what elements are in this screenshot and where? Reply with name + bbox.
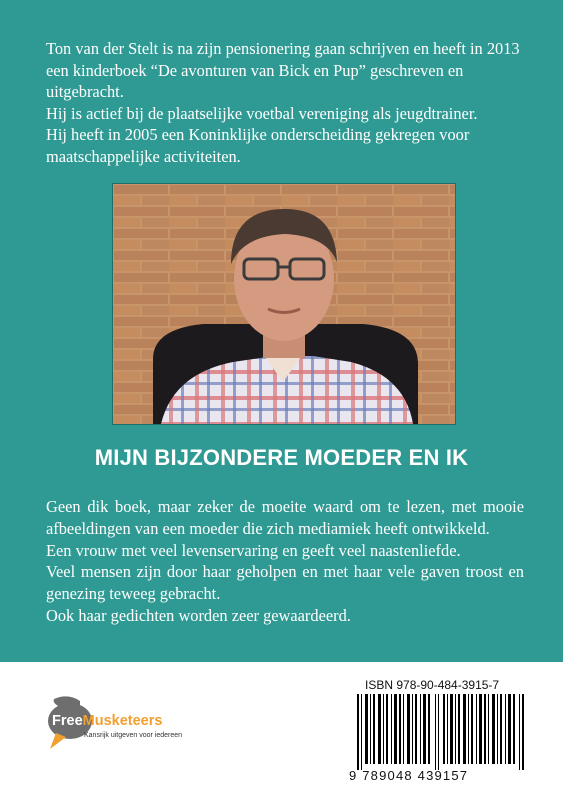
isbn-block: [345, 678, 535, 788]
barcode-digits: 9 789048 439157: [349, 768, 469, 783]
publisher-logo: [46, 693, 246, 753]
publisher-name: [52, 713, 162, 729]
barcode: [353, 694, 533, 770]
blurb-paragraph-2: Een vrouw met veel levenservaring en geeft veel naastenliefde.: [46, 540, 461, 560]
blurb-paragraph-1: Geen dik boek, maar zeker de moeite waard om te lezen, met mooie afbeeldingen van een moeder die zich mediamiek heeft ontwikkeld.: [46, 497, 524, 538]
book-blurb: [46, 496, 524, 627]
publisher-name-free: Free: [52, 713, 83, 729]
blurb-paragraph-3: Veel mensen zijn door haar geholpen en met haar vele gaven troost en genezing teweeg gebracht.: [46, 562, 524, 604]
bio-paragraph-2: Hij is actief bij de plaatselijke voetbal vereniging als jeugdtrainer.: [46, 103, 478, 123]
book-title: MIJN BIJZONDERE MOEDER EN IK: [94, 445, 469, 470]
author-photo: [112, 183, 456, 425]
author-bio: [46, 38, 526, 167]
publisher-tagline: Kansrijk uitgeven voor iedereen: [84, 732, 183, 739]
isbn-label: ISBN 978-90-484-3915-7: [365, 678, 500, 692]
bio-paragraph-3: Hij heeft in 2005 een Koninklijke onderscheiding gekregen voor maatschappelijke activiteiten.: [46, 125, 470, 166]
bio-paragraph-1: Ton van der Stelt is na zijn pensionering gaan schrijven en heeft in 2013 een kinderboek “De avonturen van Bick en Pup” geschreven en uitgebracht.: [46, 39, 520, 101]
publisher-name-musketeers: Musketeers: [82, 713, 163, 729]
blurb-paragraph-4: Ook haar gedichten worden zeer gewaardeerd.: [46, 605, 351, 625]
